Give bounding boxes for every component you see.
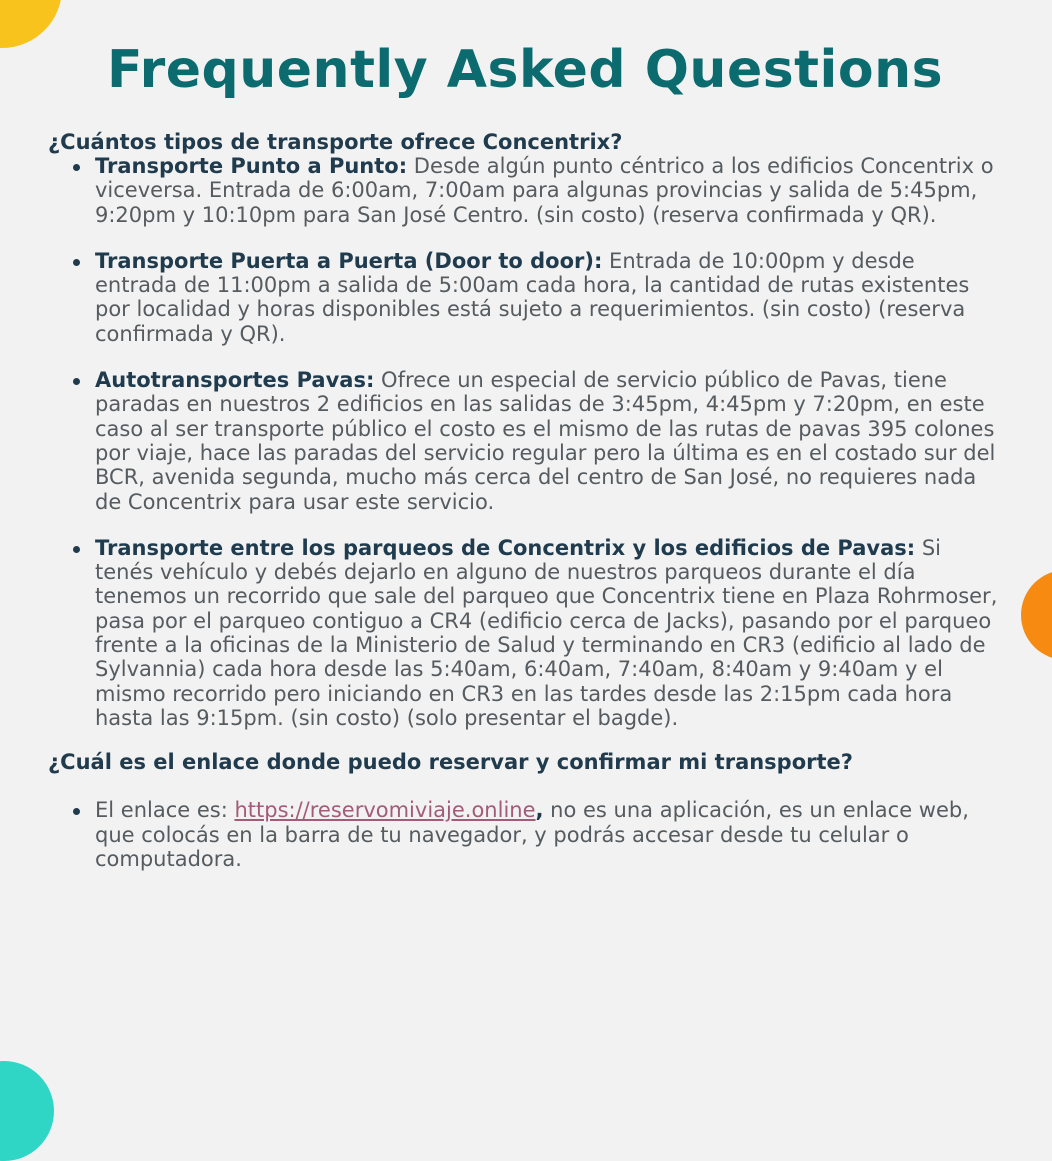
faq-content	[48, 130, 998, 893]
list-item-autotransportes-pavas	[48, 368, 998, 514]
list-item-label: Transporte entre los parqueos de Concentrix y los edificios de Pavas:	[95, 535, 916, 560]
list-item-booking-link	[48, 798, 998, 871]
list-item-punto-a-punto	[48, 154, 998, 227]
list-item-label: Autotransportes Pavas:	[95, 368, 375, 393]
list-item-text: Desde algún punto céntrico a los edificios Concentrix o viceversa. Entrada de 6:00am, 7:00am para algunas provincias y salida de 5:45pm, 9:20pm y 10:10pm para San José Centro. (sin costo) (reserva confirmada y QR).	[95, 154, 994, 227]
faq-answer-list-booking-link	[48, 798, 998, 871]
list-item-comma: ,	[535, 798, 544, 823]
decorative-teal-circle	[0, 1061, 54, 1161]
list-item-prefix: El enlace es:	[95, 798, 235, 823]
list-item-text: Si tenés vehículo y debés dejarlo en alguno de nuestros parqueos durante el día tenemos un recorrido que sale del parqueo que Concentrix tiene en Plaza Rohrmoser, pasa por el parqueo contiguo a CR4 (edificio cerca de Jacks), pasando por el parqueo frente a la oficinas de la Ministerio de Salud y terminando en CR3 (edificio al lado de Sylvannia) cada hora desde las 5:40am, 6:40am, 7:40am, 8:40am y 9:40am y el mismo recorrido pero iniciando en CR3 en las tardes desde las 2:15pm cada hora hasta las 9:15pm. (sin costo) (solo presentar el bagde).	[95, 535, 998, 730]
faq-question-transport-types: ¿Cuántos tipos de transporte ofrece Concentrix?	[48, 130, 623, 154]
list-item-text: Ofrece un especial de servicio público de Pavas, tiene paradas en nuestros 2 edificios en las salidas de 3:45pm, 4:45pm y 7:20pm, en este caso al ser transporte público el costo es el mismo de las rutas de pavas 395 colones por viaje, hace las paradas del servicio regular pero la última es en el costado sur del BCR, avenida segunda, mucho más cerca del centro de San José, no requieres nada de Concentrix para usar este servicio.	[95, 368, 996, 514]
list-item-label: Transporte Punto a Punto:	[95, 154, 408, 178]
list-item-puerta-a-puerta	[48, 249, 998, 346]
decorative-orange-circle	[1021, 570, 1052, 660]
list-item-label: Transporte Puerta a Puerta (Door to door):	[95, 248, 603, 273]
list-item-suffix: no es una aplicación, es un enlace web, que colocás en la barra de tu navegador, y podrás accesar desde tu celular o computadora.	[95, 798, 969, 871]
list-item-parqueos-pavas	[48, 536, 998, 730]
booking-link[interactable]: https://reservomiviaje.online	[234, 798, 536, 823]
list-item-text: Entrada de 10:00pm y desde entrada de 11:00pm a salida de 5:00am cada hora, la cantidad de rutas existentes por localidad y horas disponibles está sujeto a requerimientos. (sin costo) (reserva confirmada y QR).	[95, 248, 970, 346]
faq-answer-list-transport-types	[48, 154, 998, 730]
faq-question-booking-link: ¿Cuál es el enlace donde puedo reservar y confirmar mi transporte?	[48, 750, 853, 775]
page-title: Frequently Asked Questions	[106, 40, 944, 100]
